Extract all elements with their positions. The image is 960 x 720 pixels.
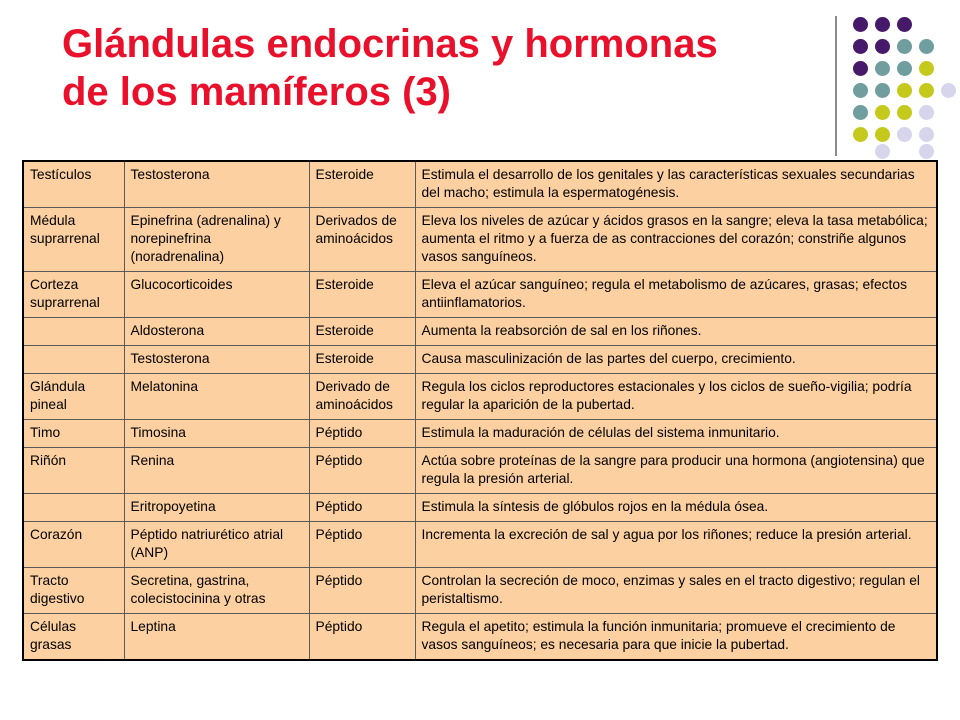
- decorative-dot: [897, 61, 912, 76]
- table-row: [23, 568, 937, 614]
- gland-cell: Glándula pineal: [23, 374, 124, 420]
- decorative-dot: [875, 144, 890, 159]
- gland-cell: [23, 494, 124, 522]
- decorative-dot: [919, 105, 934, 120]
- decorative-dot: [875, 17, 890, 32]
- function-cell: Regula los ciclos reproductores estacionales y los ciclos de sueño-vigilia; podría regular la aparición de la pubertad.: [415, 374, 937, 420]
- function-cell: Causa masculinización de las partes del cuerpo, crecimiento.: [415, 346, 937, 374]
- decorative-dot: [941, 83, 956, 98]
- decorative-dot: [897, 39, 912, 54]
- table-row: [23, 494, 937, 522]
- table-row: [23, 374, 937, 420]
- decorative-dot: [919, 127, 934, 142]
- decorative-dot: [853, 61, 868, 76]
- function-cell: Incrementa la excreción de sal y agua por los riñones; reduce la presión arterial.: [415, 522, 937, 568]
- gland-cell: Timo: [23, 420, 124, 448]
- table-row: [23, 161, 937, 208]
- hormone-cell: Secretina, gastrina, colecistocinina y otras: [124, 568, 309, 614]
- decorative-dot: [875, 105, 890, 120]
- chemical-class-cell: Péptido: [309, 614, 415, 661]
- decorative-dot: [897, 83, 912, 98]
- decorative-dot: [897, 17, 912, 32]
- gland-cell: [23, 318, 124, 346]
- gland-cell: Células grasas: [23, 614, 124, 661]
- hormone-cell: Renina: [124, 448, 309, 494]
- table-row: [23, 448, 937, 494]
- hormone-cell: Glucocorticoides: [124, 272, 309, 318]
- gland-cell: Médula suprarrenal: [23, 208, 124, 272]
- hormone-cell: Péptido natriurético atrial (ANP): [124, 522, 309, 568]
- chemical-class-cell: Péptido: [309, 448, 415, 494]
- table-row: [23, 346, 937, 374]
- chemical-class-cell: Esteroide: [309, 346, 415, 374]
- chemical-class-cell: Esteroide: [309, 272, 415, 318]
- hormone-cell: Epinefrina (adrenalina) y norepinefrina (noradrenalina): [124, 208, 309, 272]
- decorative-dot: [897, 105, 912, 120]
- decorative-dot: [853, 127, 868, 142]
- gland-cell: Corazón: [23, 522, 124, 568]
- decorative-dot: [919, 144, 934, 159]
- gland-cell: Testículos: [23, 161, 124, 208]
- decorative-dot: [853, 105, 868, 120]
- function-cell: Aumenta la reabsorción de sal en los riñones.: [415, 318, 937, 346]
- hormone-cell: Leptina: [124, 614, 309, 661]
- gland-cell: Riñón: [23, 448, 124, 494]
- decorative-dot: [919, 83, 934, 98]
- decorative-dot: [853, 17, 868, 32]
- function-cell: Eleva los niveles de azúcar y ácidos grasos en la sangre; eleva la tasa metabólica; aumenta el ritmo y a fuerza de as contracciones del corazón; constriñe algunos vasos sanguíneos.: [415, 208, 937, 272]
- decorative-dot: [919, 61, 934, 76]
- chemical-class-cell: Péptido: [309, 420, 415, 448]
- hormone-cell: Timosina: [124, 420, 309, 448]
- table-row: [23, 420, 937, 448]
- decorative-dot: [897, 127, 912, 142]
- chemical-class-cell: Péptido: [309, 522, 415, 568]
- chemical-class-cell: Péptido: [309, 494, 415, 522]
- function-cell: Estimula la síntesis de glóbulos rojos en la médula ósea.: [415, 494, 937, 522]
- function-cell: Eleva el azúcar sanguíneo; regula el metabolismo de azúcares, grasas; efectos antiinflamatorios.: [415, 272, 937, 318]
- decorative-dot: [853, 39, 868, 54]
- decorative-dot: [875, 61, 890, 76]
- gland-cell: Tracto digestivo: [23, 568, 124, 614]
- gland-cell: Corteza suprarrenal: [23, 272, 124, 318]
- hormone-cell: Aldosterona: [124, 318, 309, 346]
- table-row: [23, 208, 937, 272]
- function-cell: Controlan la secreción de moco, enzimas y sales en el tracto digestivo; regulan el peristaltismo.: [415, 568, 937, 614]
- decorative-dot-grid: [0, 0, 960, 160]
- function-cell: Actúa sobre proteínas de la sangre para producir una hormona (angiotensina) que regula la presión arterial.: [415, 448, 937, 494]
- table-row: [23, 614, 937, 661]
- hormone-cell: Eritropoyetina: [124, 494, 309, 522]
- function-cell: Regula el apetito; estimula la función inmunitaria; promueve el crecimiento de vasos sanguíneos; es necesaria para que inicie la pubertad.: [415, 614, 937, 661]
- hormone-cell: Testosterona: [124, 161, 309, 208]
- chemical-class-cell: Péptido: [309, 568, 415, 614]
- hormones-table-body: [23, 161, 937, 660]
- table-row: [23, 522, 937, 568]
- hormone-cell: Testosterona: [124, 346, 309, 374]
- hormones-table: [22, 160, 938, 661]
- decorative-dot: [875, 39, 890, 54]
- chemical-class-cell: Esteroide: [309, 318, 415, 346]
- hormone-cell: Melatonina: [124, 374, 309, 420]
- chemical-class-cell: Derivado de aminoácidos: [309, 374, 415, 420]
- title-line-2: de los mamíferos (3): [62, 70, 452, 114]
- function-cell: Estimula el desarrollo de los genitales y las características sexuales secundarias del macho; estimula la espermatogénesis.: [415, 161, 937, 208]
- gland-cell: [23, 346, 124, 374]
- decorative-dot: [875, 127, 890, 142]
- chemical-class-cell: Esteroide: [309, 161, 415, 208]
- decorative-dot: [919, 39, 934, 54]
- function-cell: Estimula la maduración de células del sistema inmunitario.: [415, 420, 937, 448]
- decorative-dot: [853, 83, 868, 98]
- decorative-dot: [875, 83, 890, 98]
- table-row: [23, 318, 937, 346]
- table-row: [23, 272, 937, 318]
- chemical-class-cell: Derivados de aminoácidos: [309, 208, 415, 272]
- title-line-1: Glándulas endocrinas y hormonas: [62, 22, 718, 66]
